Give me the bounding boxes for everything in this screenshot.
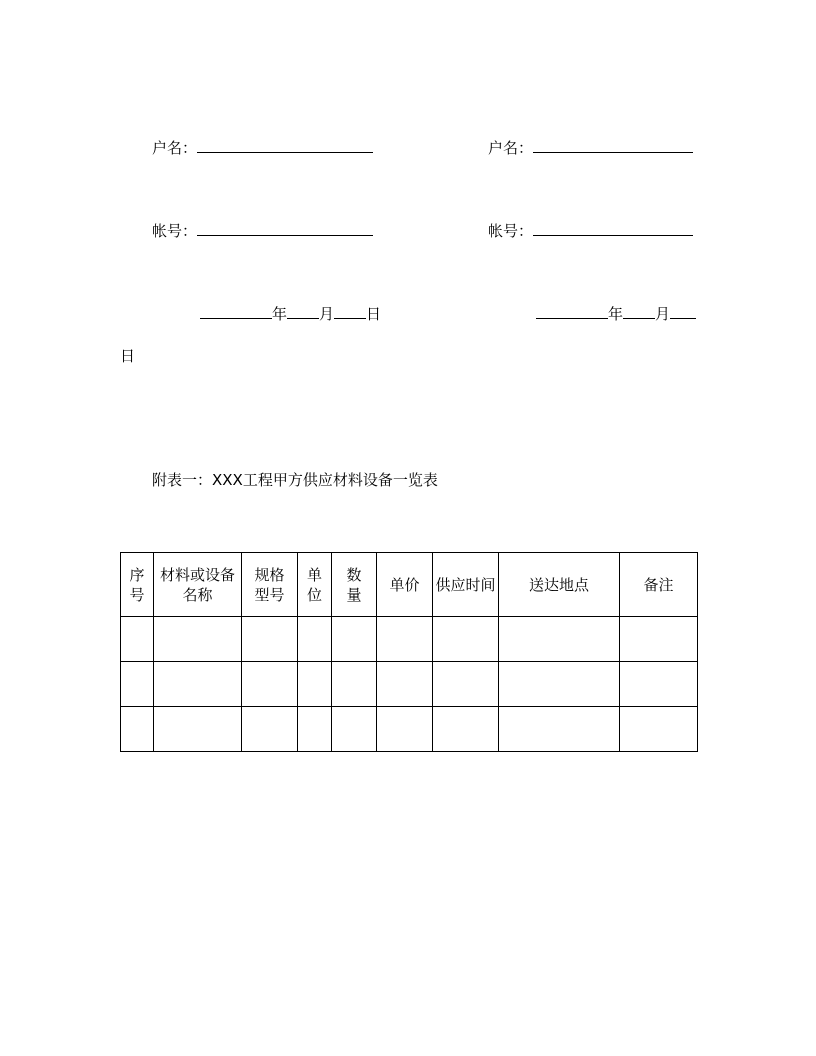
header-supply-time: 供应时间: [433, 553, 499, 617]
header-spec: 规格型号: [242, 553, 298, 617]
right-day-label-wrapped: 日: [120, 347, 136, 365]
table-cell[interactable]: [620, 617, 698, 662]
right-year-label: 年: [608, 305, 624, 323]
appendix-title: 附表一：XXX工程甲方供应材料设备一览表: [152, 471, 438, 489]
table-cell[interactable]: [298, 662, 332, 707]
table-cell[interactable]: [499, 707, 620, 752]
left-account-line: [152, 221, 373, 241]
left-month-blank[interactable]: [287, 304, 319, 319]
header-unit-price: 单价: [377, 553, 433, 617]
right-month-blank[interactable]: [623, 304, 655, 319]
left-month-label: 月: [319, 305, 335, 323]
table-cell[interactable]: [121, 707, 154, 752]
right-month-label: 月: [655, 305, 671, 323]
table-cell[interactable]: [121, 617, 154, 662]
table-cell[interactable]: [242, 617, 298, 662]
left-day-label: 日: [366, 305, 382, 323]
table-cell[interactable]: [298, 617, 332, 662]
right-name-blank[interactable]: [533, 138, 693, 153]
right-year-blank[interactable]: [536, 304, 608, 319]
right-day-blank[interactable]: [670, 304, 696, 319]
materials-table: [120, 552, 698, 752]
header-unit: 单位: [298, 553, 332, 617]
header-item-name: 材料或设备名称: [154, 553, 242, 617]
table-cell[interactable]: [433, 662, 499, 707]
table-header-row: [121, 553, 698, 617]
header-remarks: 备注: [620, 553, 698, 617]
table-cell[interactable]: [620, 707, 698, 752]
table-cell[interactable]: [332, 707, 377, 752]
right-account-label: 帐号：: [488, 222, 534, 240]
left-name-line: [152, 138, 373, 158]
table-cell[interactable]: [377, 662, 433, 707]
table-cell[interactable]: [433, 617, 499, 662]
left-year-blank[interactable]: [200, 304, 272, 319]
table-cell[interactable]: [499, 617, 620, 662]
table-cell[interactable]: [433, 707, 499, 752]
left-date-line: [200, 304, 381, 324]
header-index: 序号: [121, 553, 154, 617]
header-delivery-location: 送达地点: [499, 553, 620, 617]
table-cell[interactable]: [377, 707, 433, 752]
left-day-blank[interactable]: [334, 304, 366, 319]
table-cell[interactable]: [620, 662, 698, 707]
left-name-label: 户名：: [152, 139, 198, 157]
table-cell[interactable]: [332, 662, 377, 707]
table-cell[interactable]: [121, 662, 154, 707]
right-account-blank[interactable]: [533, 221, 693, 236]
table-row: [121, 617, 698, 662]
table-row: [121, 662, 698, 707]
table-cell[interactable]: [154, 707, 242, 752]
left-account-blank[interactable]: [197, 221, 373, 236]
table-cell[interactable]: [154, 617, 242, 662]
table-cell[interactable]: [298, 707, 332, 752]
table-cell[interactable]: [154, 662, 242, 707]
right-account-line: [488, 221, 693, 241]
right-name-label: 户名：: [488, 139, 534, 157]
left-account-label: 帐号：: [152, 222, 198, 240]
table-cell[interactable]: [499, 662, 620, 707]
right-name-line: [488, 138, 693, 158]
table-cell[interactable]: [242, 707, 298, 752]
table-cell[interactable]: [242, 662, 298, 707]
left-year-label: 年: [272, 305, 288, 323]
left-name-blank[interactable]: [197, 138, 373, 153]
table-row: [121, 707, 698, 752]
header-quantity: 数量: [332, 553, 377, 617]
table-cell[interactable]: [332, 617, 377, 662]
table-cell[interactable]: [377, 617, 433, 662]
right-date-line: [536, 304, 696, 324]
